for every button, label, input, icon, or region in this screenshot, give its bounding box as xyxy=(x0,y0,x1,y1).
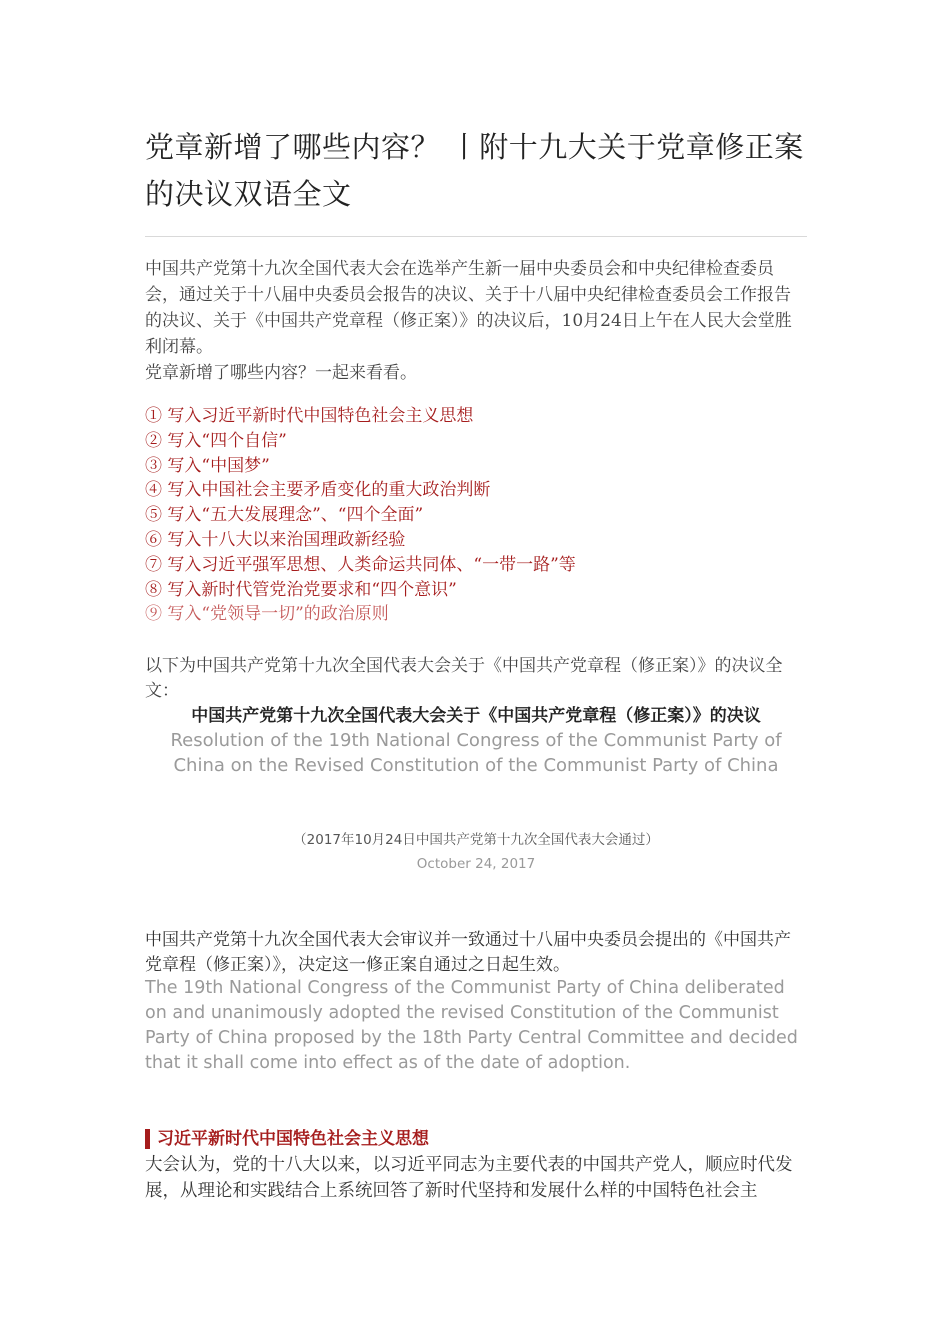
key-point-item: ⑨ 写入“党领导一切”的政治原则 xyxy=(145,604,389,625)
key-point-item: ⑧ 写入新时代管党治党要求和“四个意识” xyxy=(145,579,457,600)
intro-block xyxy=(145,256,807,386)
resolution-body-en: The 19th National Congress of the Communist Party of China deliberated on and unanimously adopted the revised Constitution of the Communist Party of China proposed by the 18th Party Central Committee and decided that it shall come into effect as of the date of adoption. xyxy=(145,978,798,1073)
key-point-item: ③ 写入“中国梦” xyxy=(145,455,270,476)
article-title: 党章新增了哪些内容？ 丨附十九大关于党章修正案的决议双语全文 xyxy=(145,130,804,211)
resolution-title-cn: 中国共产党第十九次全国代表大会关于《中国共产党章程（修正案）》的决议 xyxy=(191,706,761,726)
key-point-item: ① 写入习近平新时代中国特色社会主义思想 xyxy=(145,406,474,426)
key-point-item: ⑤ 写入“五大发展理念”、“四个全面” xyxy=(145,505,424,526)
section-title: 习近平新时代中国特色社会主义思想 xyxy=(157,1129,429,1149)
intro-question: 党章新增了哪些内容？一起来看看。 xyxy=(145,363,417,383)
adoption-date-en: October 24, 2017 xyxy=(416,856,536,872)
key-point-item: ⑦ 写入习近平强军思想、人类命运共同体、“一带一路”等 xyxy=(145,554,576,575)
key-points-list xyxy=(145,404,807,627)
title-divider xyxy=(145,236,807,237)
intro-paragraph: 中国共产党第十九次全国代表大会在选举产生新一届中央委员会和中央纪律检查委员会，通过关于十八届中央委员会报告的决议、关于十八届中央纪律检查委员会工作报告的决议、关于《中国共产党章程（修正案）》的决议后，10月24日上午在人民大会堂胜利闭幕。 xyxy=(145,259,792,357)
adoption-note-cn: （2017年10月24日中国共产党第十九次全国代表大会通过） xyxy=(293,832,659,848)
key-point-item: ② 写入“四个自信” xyxy=(145,430,287,451)
full-text-intro: 以下为中国共产党第十九次全国代表大会关于《中国共产党章程（修正案）》的决议全文： xyxy=(145,656,783,701)
key-point-item: ④ 写入中国社会主要矛盾变化的重大政治判断 xyxy=(145,480,491,501)
resolution-body-cn: 中国共产党第十九次全国代表大会审议并一致通过十八届中央委员会提出的《中国共产党章程（修正案）》，决定这一修正案自通过之日起生效。 xyxy=(145,930,791,975)
key-point-item: ⑥ 写入十八大以来治国理政新经验 xyxy=(145,529,406,550)
section-heading xyxy=(145,1127,807,1151)
section-body: 大会认为，党的十八大以来，以习近平同志为主要代表的中国共产党人，顺应时代发展，从理论和实践结合上系统回答了新时代坚持和发展什么样的中国特色社会主 xyxy=(145,1155,793,1201)
section-marker-bar xyxy=(145,1129,150,1149)
resolution-title-en: Resolution of the 19th National Congress of the Communist Party of China on the Revised Constitution of the Communist Party of China xyxy=(170,730,782,776)
